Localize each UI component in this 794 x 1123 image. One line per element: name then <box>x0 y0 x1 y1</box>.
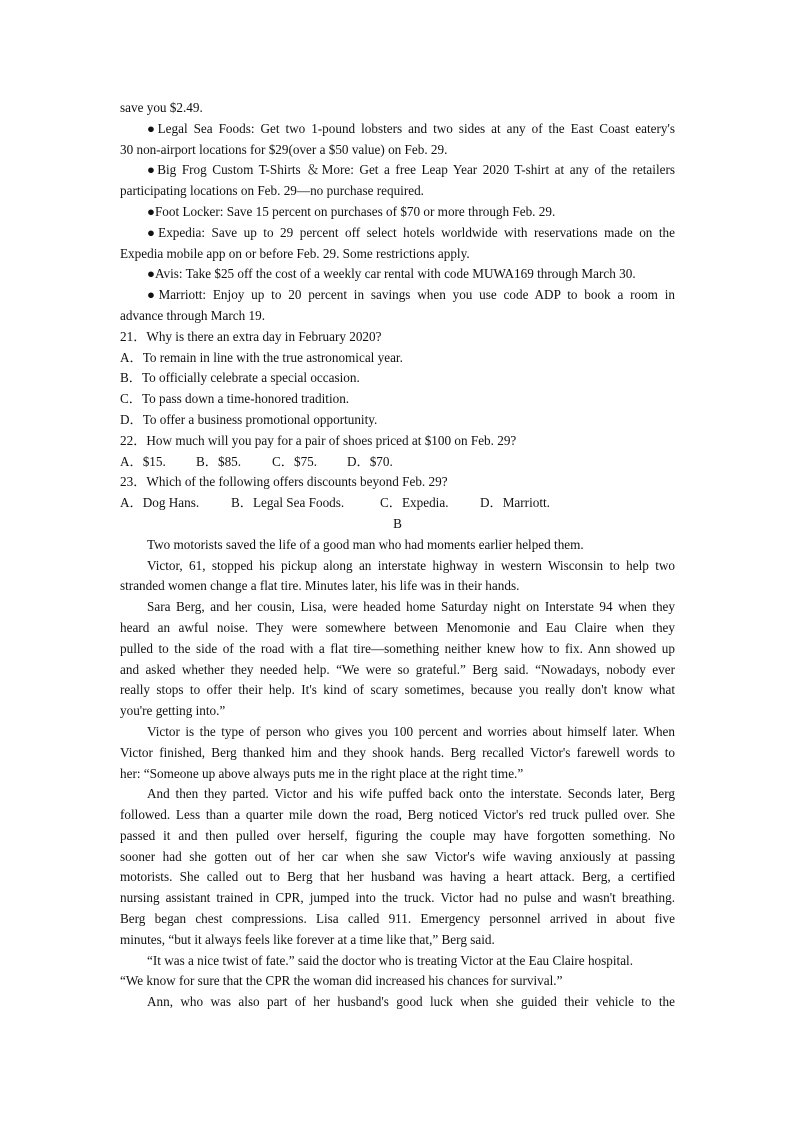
passage-line: Victor is the type of person who gives you 100 percent and worries about himself later. When <box>147 723 675 739</box>
offer-legal-sea-foods: ●Legal Sea Foods: Get two 1-pound lobsters and two sides at any of the East Coast eatery's <box>147 120 675 136</box>
question-23-option-d: D．Marriott. <box>480 495 550 511</box>
passage-line: sooner had she gotten out of her car when she saw Victor's wife waving anxiously at passing <box>120 848 675 864</box>
question-22-option-a: A．$15. <box>120 453 166 469</box>
passage-line: motorists. She called out to Berg that her husband was having a heart attack. Berg, a certified <box>120 869 675 885</box>
question-23-options <box>120 493 675 514</box>
question-21-option-d: D．To offer a business promotional opportunity. <box>120 411 378 427</box>
offer-continuation: save you $2.49. <box>120 100 203 115</box>
passage-line: pulled to the side of the road with a flat tire—something neither knew how to fix. Ann showed up <box>120 640 675 656</box>
passage-line: Ann, who was also part of her husband's good luck when she guided their vehicle to the <box>147 994 675 1010</box>
passage-line: Sara Berg, and her cousin, Lisa, were headed home Saturday night on Interstate 94 when they <box>147 599 675 615</box>
question-22-option-d: D．$70. <box>347 453 393 469</box>
offer-avis: ●Avis: Take $25 off the cost of a weekly car rental with code MUWA169 through March 30. <box>147 266 636 282</box>
question-21-option-b: B．To officially celebrate a special occasion. <box>120 370 360 386</box>
offer-big-frog: ●Big Frog Custom T-Shirts ＆More: Get a free Leap Year 2020 T-shirt at any of the retailers <box>147 162 675 178</box>
question-23-stem: 23．Which of the following offers discounts beyond Feb. 29? <box>120 474 448 490</box>
passage-line: stranded women change a flat tire. Minutes later, his life was in their hands. <box>120 578 520 594</box>
passage-line: “It was a nice twist of fate.” said the doctor who is treating Victor at the Eau Claire hospital. <box>147 952 634 968</box>
offer-marriott-cont: advance through March 19. <box>120 307 266 323</box>
question-22-option-b: B．$85. <box>196 453 242 469</box>
passage-line: heard an awful noise. They were somewhere between Menomonie and Eau Claire when they <box>120 619 675 635</box>
offer-foot-locker: ●Foot Locker: Save 15 percent on purchases of $70 or more through Feb. 29. <box>147 203 556 219</box>
offer-legal-sea-foods-cont: 30 non-airport locations for $29(over a $50 value) on Feb. 29. <box>120 141 448 157</box>
question-23-option-b: B．Legal Sea Foods. <box>231 495 345 511</box>
question-22-stem: 22．How much will you pay for a pair of shoes priced at $100 on Feb. 29? <box>120 432 517 448</box>
passage-line: “We know for sure that the CPR the woman did increased his chances for survival.” <box>120 973 563 989</box>
passage-line: passed it and then pulled over herself, figuring the couple may have forgotten something. No <box>120 827 675 843</box>
question-21-stem: 21．Why is there an extra day in February 2020? <box>120 328 382 344</box>
question-23-option-a: A．Dog Hans. <box>120 495 200 511</box>
passage-line: minutes, “but it always feels like forever at a time like that,” Berg said. <box>120 931 495 947</box>
passage-line: Two motorists saved the life of a good man who had moments earlier helped them. <box>147 536 584 552</box>
passage-line: really stops to offer their help. It's kind of scary sometimes, because you really don't know what <box>120 682 675 698</box>
offer-marriott: ●Marriott: Enjoy up to 20 percent in savings when you use code ADP to book a room in <box>147 287 675 303</box>
question-22-option-c: C．$75. <box>272 453 318 469</box>
passage-line: And then they parted. Victor and his wife puffed back onto the interstate. Seconds later, Berg <box>147 786 675 802</box>
passage-line: nursing assistant trained in CPR, jumped into the truck. Victor had no pulse and wasn't breathing. <box>120 890 675 906</box>
passage-line: you're getting into.” <box>120 703 226 719</box>
question-21-option-c: C．To pass down a time-honored tradition. <box>120 391 350 407</box>
section-b-heading: B <box>393 515 402 531</box>
question-23-option-c: C．Expedia. <box>380 495 449 511</box>
passage-line: Berg began chest compressions. Lisa called 911. Emergency personnel arrived in about five <box>120 911 675 927</box>
question-21-option-a: A．To remain in line with the true astronomical year. <box>120 349 403 365</box>
passage-line: Victor finished, Berg thanked him and they shook hands. Berg recalled Victor's farewell words to <box>120 744 675 760</box>
passage-line: and asked whether they needed help. “We were so grateful.” Berg said. “Nowadays, nobody ever <box>120 661 675 677</box>
passage-line: followed. Less than a quarter mile down the road, Berg noticed Victor's red truck pulled over. She <box>120 807 675 823</box>
document-page <box>120 98 675 1013</box>
passage-line: her: “Someone up above always puts me in the right place at the right time.” <box>120 765 524 781</box>
offer-big-frog-cont: participating locations on Feb. 29—no purchase required. <box>120 183 424 199</box>
offer-expedia: ●Expedia: Save up to 29 percent off select hotels worldwide with reservations made on the <box>147 224 675 240</box>
offer-expedia-cont: Expedia mobile app on or before Feb. 29. Some restrictions apply. <box>120 245 470 261</box>
passage-line: Victor, 61, stopped his pickup along an interstate highway in western Wisconsin to help two <box>147 557 675 573</box>
question-22-options <box>120 452 675 473</box>
